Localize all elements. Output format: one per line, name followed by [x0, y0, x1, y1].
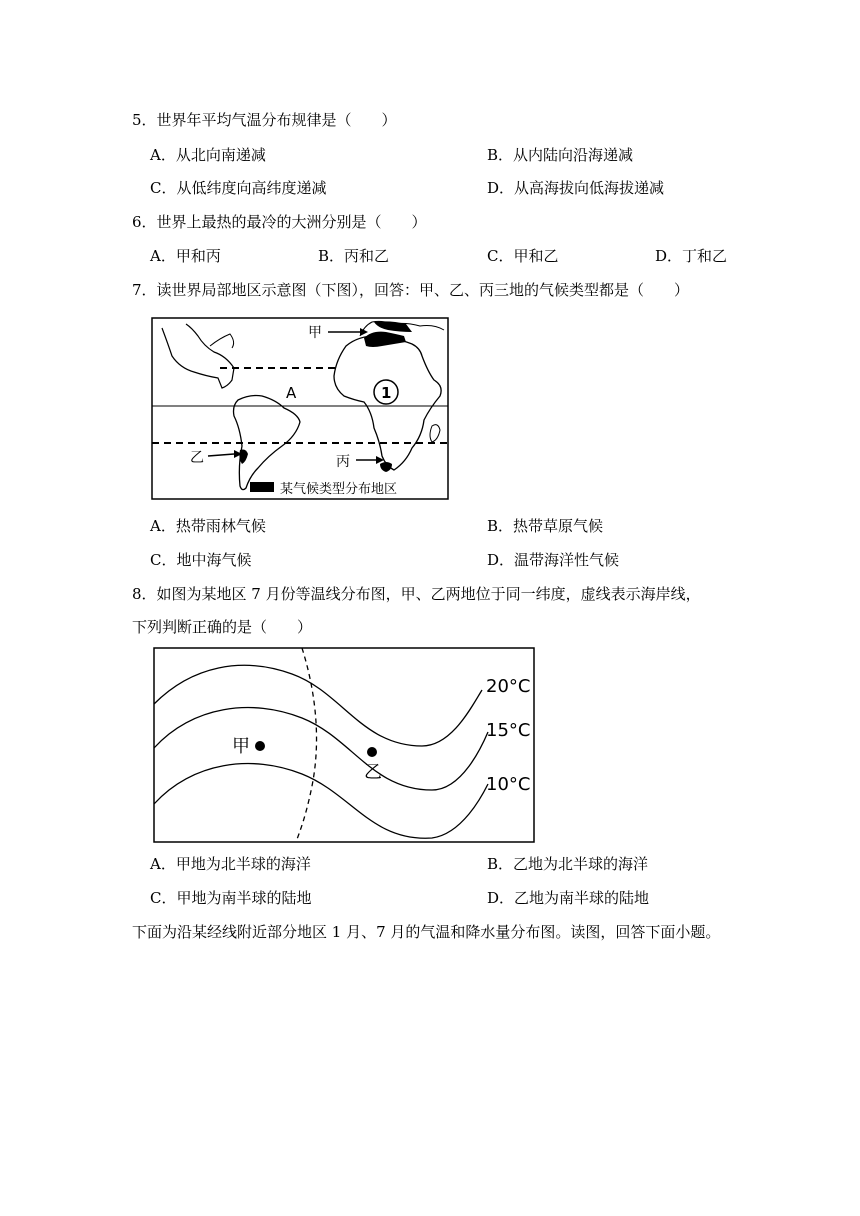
question-5-stem: 5．世界年平均气温分布规律是（ ）	[132, 111, 397, 129]
point-label-jia: 甲	[232, 736, 250, 757]
map-label-bing: 丙	[336, 454, 350, 470]
world-map-figure	[150, 316, 450, 501]
next-section-intro: 下面为沿某经线附近部分地区 1 月、7 月的气温和降水量分布图。读图，回答下面小题。	[132, 923, 721, 941]
q6-option-b: B．丙和乙	[318, 247, 390, 265]
q7-option-d: D．温带海洋性气候	[487, 551, 620, 569]
q8-option-d: D．乙地为南半球的陆地	[487, 889, 650, 907]
point-label-yi: 乙	[364, 762, 382, 783]
isotherm-label-20: 20°C	[486, 676, 531, 697]
isotherm-label-15: 15°C	[486, 720, 531, 741]
question-8-stem-line2: 下列判断正确的是（ ）	[132, 618, 313, 636]
q6-option-d: D．丁和乙	[655, 247, 728, 265]
question-7-stem: 7．读世界局部地区示意图（下图），回答：甲、乙、丙三地的气候类型都是（ ）	[132, 281, 690, 299]
map-label-jia: 甲	[308, 325, 322, 341]
q5-option-d: D．从高海拔向低海拔递减	[487, 179, 665, 197]
question-8-stem-line1: 8．如图为某地区 7 月份等温线分布图，甲、乙两地位于同一纬度，虚线表示海岸线，	[132, 585, 701, 603]
question-6-stem: 6．世界上最热的最冷的大洲分别是（ ）	[132, 213, 427, 231]
q5-option-c: C．从低纬度向高纬度递减	[150, 179, 327, 197]
q8-option-c: C．甲地为南半球的陆地	[150, 889, 312, 907]
map-label-circle1-digit: 1	[381, 384, 392, 402]
q5-option-b: B．从内陆向沿海递减	[487, 146, 634, 164]
q8-option-a: A．甲地为北半球的海洋	[150, 855, 311, 873]
point-jia	[255, 741, 265, 751]
legend-label: 某气候类型分布地区	[280, 482, 398, 497]
isotherm-label-10: 10°C	[486, 774, 531, 795]
q5-option-a: A．从北向南递减	[150, 146, 266, 164]
q6-option-c: C．甲和乙	[487, 247, 559, 265]
q7-option-c: C．地中海气候	[150, 551, 252, 569]
q8-option-b: B．乙地为北半球的海洋	[487, 855, 649, 873]
map-label-a: A	[286, 384, 297, 402]
point-yi	[367, 747, 377, 757]
q7-option-a: A．热带雨林气候	[150, 517, 266, 535]
map-label-yi: 乙	[190, 450, 204, 466]
q6-option-a: A．甲和丙	[150, 247, 221, 265]
q7-option-b: B．热带草原气候	[487, 517, 604, 535]
isotherm-figure	[152, 646, 536, 844]
legend-swatch	[250, 482, 274, 492]
